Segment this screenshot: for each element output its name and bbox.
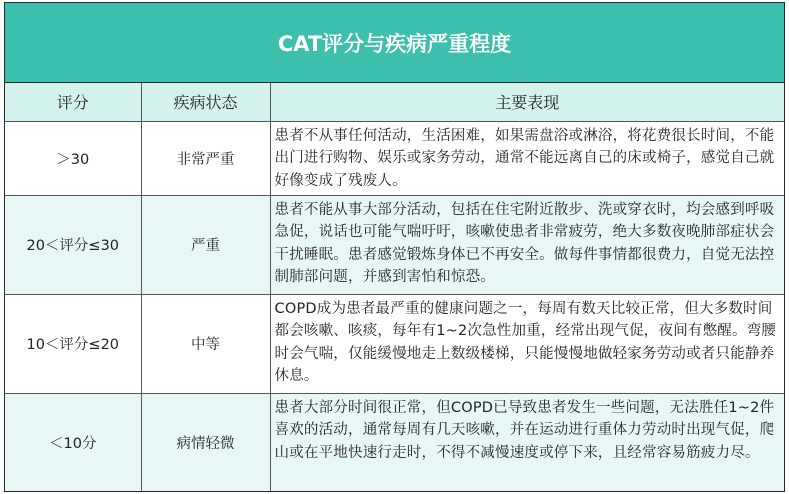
table-row <box>5 121 784 195</box>
status-cell: 非常严重 <box>141 121 270 195</box>
table-title: CAT评分与疾病严重程度 <box>5 3 784 83</box>
cat-score-table-card <box>4 2 785 492</box>
table-header-row <box>5 83 784 121</box>
description-cell: 患者不从事任何活动，生活困难，如果需盘浴或淋浴，将花费很长时间，不能出门进行购物、娱乐或家务劳动，通常不能远离自己的床或椅子，感觉自己就好像变成了残废人。 <box>270 121 784 195</box>
status-cell: 中等 <box>141 294 270 393</box>
column-header-description: 主要表现 <box>270 83 784 121</box>
score-cell: ＜10分 <box>5 393 141 491</box>
score-cell: 20＜评分≤30 <box>5 195 141 294</box>
status-cell: 病情轻微 <box>141 393 270 491</box>
status-cell: 严重 <box>141 195 270 294</box>
description-cell: 患者不能从事大部分活动，包括在住宅附近散步、洗或穿衣时，均会感到呼吸急促，说话也可能气喘吁吁，咳嗽使患者非常疲劳，绝大多数夜晚肺部症状会干扰睡眠。患者感觉锻炼身体已不再安全。做每件事情都很费力，自觉无法控制肺部问题，并感到害怕和惊恐。 <box>270 195 784 294</box>
table-row <box>5 294 784 393</box>
score-cell: ＞30 <box>5 121 141 195</box>
description-cell: 患者大部分时间很正常，但COPD已导致患者发生一些问题，无法胜任1~2件喜欢的活动，通常每周有几天咳嗽，并在运动进行重体力劳动时出现气促，爬山或在平地快速行走时，不得不减慢速度或停下来，且经常容易筋疲力尽。 <box>274 399 775 461</box>
description-cell: COPD成为患者最严重的健康问题之一，每周有数天比较正常，但大多数时间都会咳嗽、咳痰，每年有1~2次急性加重，经常出现气促，夜间有憋醒。弯腰时会气喘，仅能缓慢地走上数级楼梯，只能慢慢地做轻家务劳动或者只能静养休息。 <box>270 294 784 393</box>
table-row <box>5 393 784 491</box>
column-header-score: 评分 <box>5 83 141 121</box>
column-header-status: 疾病状态 <box>141 83 270 121</box>
score-cell: 10＜评分≤20 <box>5 294 141 393</box>
table-row <box>5 195 784 294</box>
cat-score-table <box>5 83 784 491</box>
